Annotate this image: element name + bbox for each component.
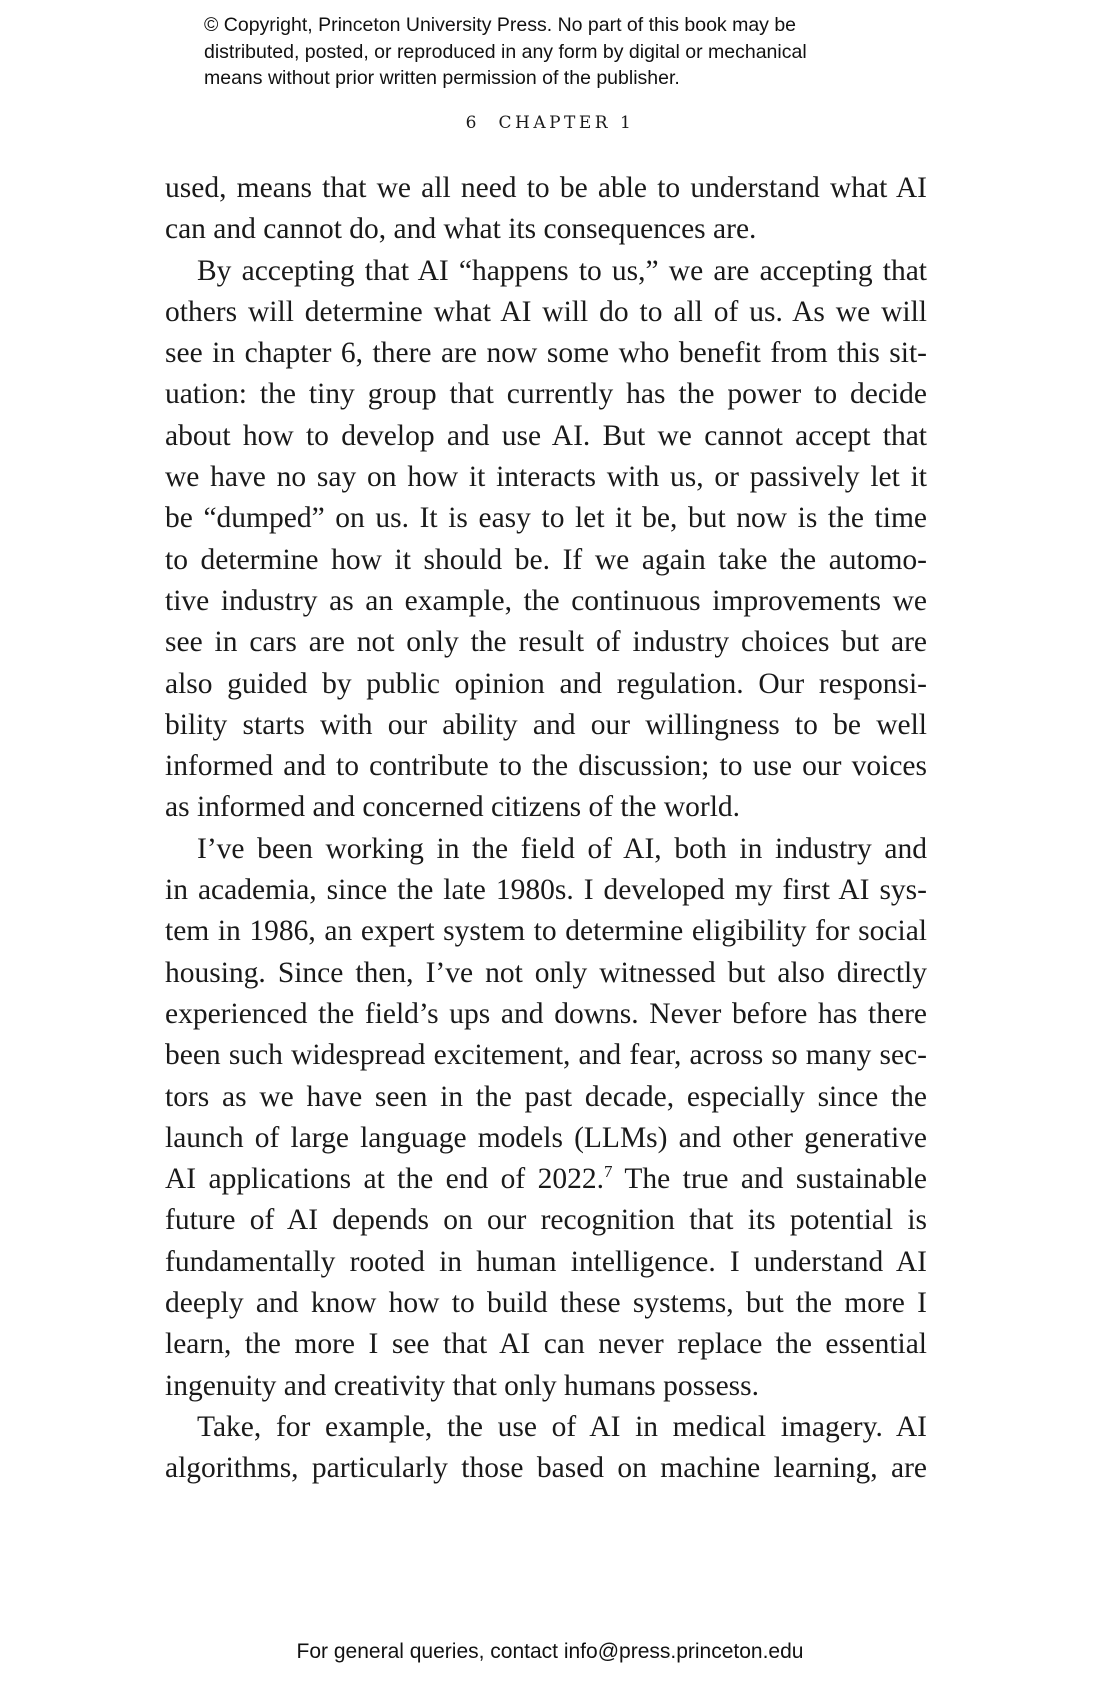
- text-line: ingenuity and creativity that only humans possess.: [165, 1369, 760, 1402]
- text-line: in academia, since the late 1980s. I developed my first AI sys-: [165, 874, 927, 907]
- copyright-notice: [204, 12, 964, 92]
- copyright-line: © Copyright, Princeton University Press. No part of this book may be: [204, 14, 797, 36]
- text-line: future of AI depends on our recognition that its potential is: [165, 1204, 927, 1237]
- text-line: others will determine what AI will do to all of us. As we will: [165, 295, 927, 328]
- text-line: housing. Since then, I’ve not only witnessed but also directly: [165, 956, 927, 989]
- text-line: tem in 1986, an expert system to determine eligibility for social: [165, 915, 927, 948]
- text-line: uation: the tiny group that currently has the power to decide: [165, 378, 927, 411]
- text-line: launch of large language models (LLMs) and other generative: [165, 1121, 927, 1154]
- text-line: By accepting that AI “happens to us,” we are accepting that: [197, 254, 927, 287]
- text-line: fundamentally rooted in human intelligence. I understand AI: [165, 1245, 927, 1278]
- text-line: informed and to contribute to the discussion; to use our voices: [165, 750, 927, 783]
- footer-contact: For general queries, contact info@press.princeton.edu: [296, 1640, 804, 1663]
- text-line: deeply and know how to build these systems, but the more I: [165, 1287, 927, 1320]
- text-line: been such widespread excitement, and fear, across so many sec-: [165, 1039, 927, 1072]
- text-segment: The true and sustainable: [612, 1163, 927, 1196]
- text-line: I’ve been working in the field of AI, both in industry and: [197, 832, 927, 865]
- text-line: tive industry as an example, the continuous improvements we: [165, 584, 927, 617]
- text-line: as informed and concerned citizens of the world.: [165, 791, 741, 824]
- page-number: 6: [465, 113, 477, 133]
- text-line: also guided by public opinion and regulation. Our responsi-: [165, 667, 927, 700]
- text-line: see in chapter 6, there are now some who benefit from this sit-: [165, 337, 927, 370]
- copyright-line: distributed, posted, or reproduced in any form by digital or mechanical: [204, 40, 807, 63]
- text-line: we have no say on how it interacts with us, or passively let it: [165, 461, 927, 494]
- text-line: see in cars are not only the result of industry choices but are: [165, 626, 927, 659]
- copyright-line: means without prior written permission of the publisher.: [204, 67, 680, 89]
- text-line: tors as we have seen in the past decade, especially since the: [165, 1080, 927, 1113]
- chapter-label: CHAPTER 1: [498, 113, 635, 133]
- text-line: algorithms, particularly those based on machine learning, are: [165, 1452, 927, 1485]
- text-line: to determine how it should be. If we again take the automo-: [165, 543, 927, 576]
- text-line: experienced the field’s ups and downs. Never before has there: [165, 997, 927, 1030]
- text-line: be “dumped” on us. It is easy to let it be, but now is the time: [165, 502, 927, 535]
- body-text: [165, 168, 927, 1490]
- text-line: bility starts with our ability and our willingness to be well: [165, 708, 927, 741]
- note-reference: 7: [604, 1162, 613, 1182]
- running-head: [0, 113, 1100, 133]
- text-line: [165, 1159, 927, 1200]
- text-segment: AI applications at the end of 2022.: [165, 1163, 604, 1196]
- text-line: Take, for example, the use of AI in medical imagery. AI: [197, 1410, 927, 1443]
- text-line: can and cannot do, and what its consequences are.: [165, 213, 757, 246]
- text-line: used, means that we all need to be able to understand what AI: [165, 172, 927, 204]
- text-line: learn, the more I see that AI can never replace the essential: [165, 1328, 927, 1361]
- text-line: about how to develop and use AI. But we cannot accept that: [165, 419, 927, 452]
